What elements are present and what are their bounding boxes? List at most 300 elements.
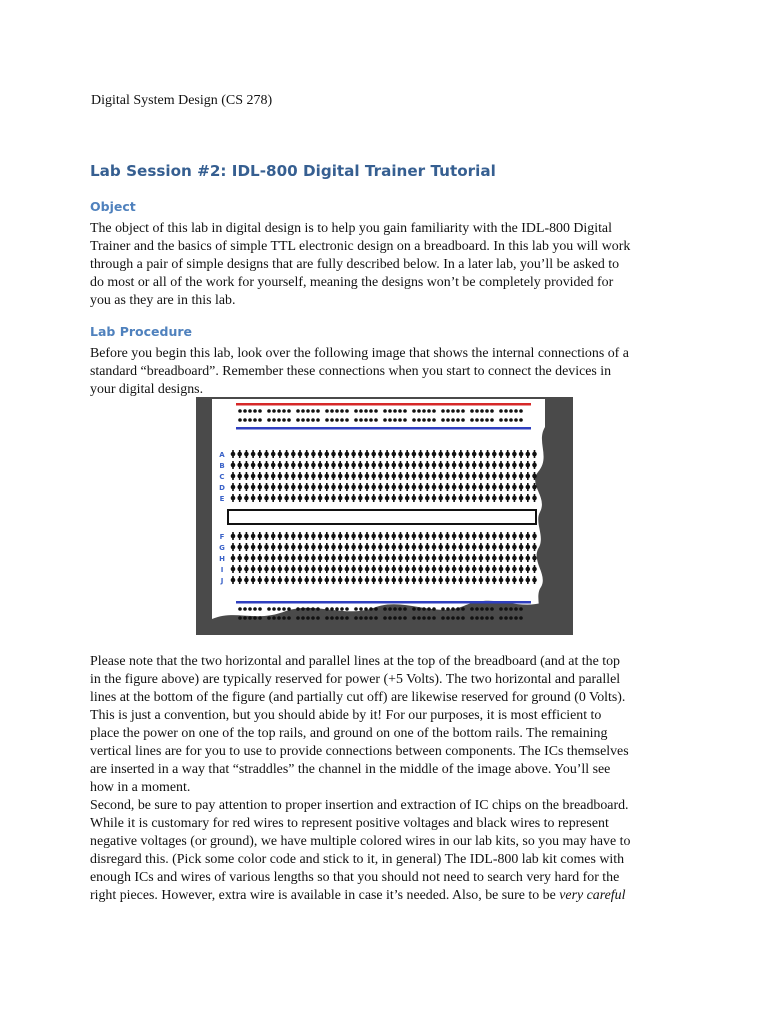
breadboard-hole xyxy=(445,485,450,490)
breadboard-hole xyxy=(412,418,416,422)
breadboard-hole xyxy=(311,545,316,550)
breadboard-hole xyxy=(351,545,356,550)
breadboard-hole xyxy=(291,452,296,457)
breadboard-hole xyxy=(459,567,464,572)
breadboard-hole xyxy=(512,556,517,561)
breadboard-hole xyxy=(345,418,349,422)
breadboard-hole xyxy=(456,616,460,620)
breadboard-hole xyxy=(412,496,417,501)
breadboard-hole xyxy=(325,567,330,572)
breadboard-hole xyxy=(258,567,263,572)
breadboard-hole xyxy=(385,452,390,457)
breadboard-hole xyxy=(365,452,370,457)
breadboard-hole xyxy=(282,616,286,620)
breadboard-hole xyxy=(278,556,283,561)
breadboard-hole xyxy=(452,578,457,583)
breadboard-hole xyxy=(338,496,343,501)
breadboard-hole xyxy=(499,578,504,583)
breadboard-hole xyxy=(418,545,423,550)
breadboard-hole xyxy=(465,474,470,479)
breadboard-hole xyxy=(480,409,484,413)
breadboard-hole xyxy=(519,409,523,413)
breadboard-hole xyxy=(514,616,518,620)
breadboard-hole xyxy=(427,607,431,611)
breadboard-hole xyxy=(316,607,320,611)
breadboard-hole xyxy=(244,567,249,572)
breadboard-hole xyxy=(398,409,402,413)
breadboard-hole xyxy=(243,607,247,611)
breadboard-hole xyxy=(304,452,309,457)
breadboard-hole xyxy=(351,556,356,561)
row-label: A xyxy=(219,451,225,459)
breadboard-hole xyxy=(422,616,426,620)
breadboard-hole xyxy=(432,474,437,479)
breadboard-hole xyxy=(412,474,417,479)
breadboard-hole xyxy=(301,409,305,413)
breadboard-hole xyxy=(351,485,356,490)
breadboard-hole xyxy=(427,409,431,413)
breadboard-hole xyxy=(509,409,513,413)
breadboard-hole xyxy=(480,418,484,422)
breadboard-hole xyxy=(514,409,518,413)
breadboard-hole xyxy=(371,534,376,539)
breadboard-hole xyxy=(311,496,316,501)
breadboard-hole xyxy=(291,534,296,539)
row-label: D xyxy=(219,484,225,492)
breadboard-hole xyxy=(298,578,303,583)
breadboard-hole xyxy=(311,418,315,422)
breadboard-hole xyxy=(388,616,392,620)
breadboard-hole xyxy=(272,616,276,620)
breadboard-hole xyxy=(271,556,276,561)
breadboard-hole xyxy=(499,616,503,620)
breadboard-hole xyxy=(358,556,363,561)
breadboard-hole xyxy=(258,578,263,583)
breadboard-hole xyxy=(432,534,437,539)
breadboard-hole xyxy=(345,616,349,620)
breadboard-hole xyxy=(318,578,323,583)
breadboard-hole xyxy=(311,578,316,583)
breadboard-hole xyxy=(459,474,464,479)
breadboard-hole xyxy=(425,463,430,468)
breadboard-hole xyxy=(505,485,510,490)
text-line: negative voltages (or ground), we have multiple colored wires in our lab kits, so you may have to xyxy=(90,834,631,849)
breadboard-hole xyxy=(432,567,437,572)
breadboard-hole xyxy=(445,567,450,572)
breadboard-hole xyxy=(425,452,430,457)
breadboard-hole xyxy=(298,463,303,468)
breadboard-hole xyxy=(459,545,464,550)
breadboard-hole xyxy=(532,496,537,501)
breadboard-hole xyxy=(351,474,356,479)
breadboard-hole xyxy=(338,474,343,479)
breadboard-hole xyxy=(304,485,309,490)
breadboard-hole xyxy=(331,463,336,468)
breadboard-hole xyxy=(398,452,403,457)
breadboard-hole xyxy=(532,452,537,457)
breadboard-hole xyxy=(438,474,443,479)
breadboard-hole xyxy=(244,485,249,490)
breadboard-hole xyxy=(354,616,358,620)
breadboard-hole xyxy=(291,556,296,561)
row-label: H xyxy=(219,555,225,563)
breadboard-hole xyxy=(509,616,513,620)
breadboard-hole xyxy=(231,578,236,583)
breadboard-hole xyxy=(318,534,323,539)
breadboard-hole xyxy=(451,418,455,422)
breadboard-hole xyxy=(345,409,349,413)
breadboard-hole xyxy=(441,607,445,611)
breadboard-diagram xyxy=(196,397,573,635)
breadboard-hole xyxy=(371,567,376,572)
breadboard-hole xyxy=(480,616,484,620)
breadboard-hole xyxy=(485,607,489,611)
breadboard-hole xyxy=(465,534,470,539)
breadboard-hole xyxy=(505,452,510,457)
breadboard-hole xyxy=(231,474,236,479)
breadboard-hole xyxy=(472,545,477,550)
breadboard-hole xyxy=(393,418,397,422)
breadboard-hole xyxy=(311,485,316,490)
breadboard-hole xyxy=(264,578,269,583)
breadboard-hole xyxy=(385,545,390,550)
breadboard-hole xyxy=(243,418,247,422)
breadboard-hole xyxy=(465,567,470,572)
breadboard-hole xyxy=(340,418,344,422)
breadboard-hole xyxy=(335,616,339,620)
breadboard-hole xyxy=(505,534,510,539)
breadboard-hole xyxy=(479,578,484,583)
breadboard-hole xyxy=(244,545,249,550)
breadboard-hole xyxy=(296,409,300,413)
breadboard-hole xyxy=(418,534,423,539)
breadboard-hole xyxy=(298,496,303,501)
text-line: place the power on one of the top rails, and ground on one of the bottom rails. The remaining xyxy=(90,726,608,741)
text-line: Before you begin this lab, look over the following image that shows the internal connections of a xyxy=(90,346,629,361)
breadboard-hole xyxy=(358,452,363,457)
breadboard-hole xyxy=(298,485,303,490)
breadboard-hole xyxy=(248,607,252,611)
breadboard-hole xyxy=(264,545,269,550)
row-label: C xyxy=(219,473,225,481)
breadboard-hole xyxy=(499,463,504,468)
breadboard-hole xyxy=(392,474,397,479)
breadboard-hole xyxy=(492,534,497,539)
breadboard-hole xyxy=(371,545,376,550)
breadboard-hole xyxy=(331,578,336,583)
object-paragraph xyxy=(90,220,690,310)
breadboard-hole xyxy=(475,409,479,413)
breadboard-hole xyxy=(383,607,387,611)
breadboard-hole xyxy=(243,409,247,413)
breadboard-hole xyxy=(470,409,474,413)
breadboard-hole xyxy=(392,556,397,561)
breadboard-hole xyxy=(465,556,470,561)
procedure-body-paragraph xyxy=(90,653,690,905)
text-line: While it is customary for red wires to represent positive voltages and black wires to represent xyxy=(90,816,609,831)
breadboard-hole xyxy=(485,418,489,422)
text-line: standard “breadboard”. Remember these connections when you start to connect the devices in xyxy=(90,364,612,379)
breadboard-hole xyxy=(253,607,257,611)
breadboard-hole xyxy=(383,616,387,620)
breadboard-hole xyxy=(432,463,437,468)
breadboard-hole xyxy=(392,485,397,490)
text-line: vertical lines are for you to use to provide connections between components. The ICs themselves xyxy=(90,744,629,759)
breadboard-hole xyxy=(251,534,256,539)
row-label: F xyxy=(219,533,225,541)
breadboard-hole xyxy=(465,578,470,583)
breadboard-hole xyxy=(479,463,484,468)
breadboard-hole xyxy=(526,496,531,501)
breadboard-hole xyxy=(331,545,336,550)
breadboard-hole xyxy=(451,409,455,413)
breadboard-hole xyxy=(412,616,416,620)
text-line: The object of this lab in digital design is to help you gain familiarity with the IDL-800 Digital xyxy=(90,221,612,236)
breadboard-hole xyxy=(306,616,310,620)
breadboard-hole xyxy=(359,418,363,422)
breadboard-hole xyxy=(345,567,350,572)
breadboard-hole xyxy=(365,485,370,490)
breadboard-hole xyxy=(318,545,323,550)
breadboard-hole xyxy=(264,567,269,572)
breadboard-hole xyxy=(452,452,457,457)
breadboard-hole xyxy=(470,607,474,611)
breadboard-hole xyxy=(311,409,315,413)
breadboard-hole xyxy=(378,556,383,561)
breadboard-hole xyxy=(365,496,370,501)
breadboard-hole xyxy=(438,463,443,468)
breadboard-hole xyxy=(365,463,370,468)
breadboard-hole xyxy=(258,556,263,561)
breadboard-hole xyxy=(472,567,477,572)
breadboard-hole xyxy=(519,534,524,539)
breadboard-hole xyxy=(251,463,256,468)
breadboard-hole xyxy=(509,418,513,422)
ground-rail-line xyxy=(236,601,531,604)
breadboard-hole xyxy=(371,578,376,583)
breadboard-hole xyxy=(248,616,252,620)
breadboard-hole xyxy=(311,534,316,539)
breadboard-hole xyxy=(480,607,484,611)
breadboard-hole xyxy=(364,616,368,620)
breadboard-hole xyxy=(526,567,531,572)
breadboard-hole xyxy=(465,485,470,490)
breadboard-hole xyxy=(532,545,537,550)
breadboard-hole xyxy=(258,485,263,490)
breadboard-hole xyxy=(351,496,356,501)
breadboard-hole xyxy=(385,567,390,572)
breadboard-hole xyxy=(405,452,410,457)
breadboard-hole xyxy=(271,567,276,572)
breadboard-hole xyxy=(338,545,343,550)
breadboard-hole xyxy=(392,452,397,457)
breadboard-hole xyxy=(284,452,289,457)
breadboard-hole xyxy=(282,409,286,413)
breadboard-hole xyxy=(505,474,510,479)
breadboard-hole xyxy=(452,463,457,468)
breadboard-hole xyxy=(422,409,426,413)
breadboard-hole xyxy=(485,452,490,457)
breadboard-hole xyxy=(284,463,289,468)
breadboard-hole xyxy=(296,418,300,422)
breadboard-hole xyxy=(519,474,524,479)
breadboard-hole xyxy=(359,607,363,611)
breadboard-hole xyxy=(412,485,417,490)
procedure-intro-paragraph xyxy=(90,345,690,399)
breadboard-hole xyxy=(231,496,236,501)
breadboard-hole xyxy=(296,607,300,611)
breadboard-hole xyxy=(271,463,276,468)
breadboard-hole xyxy=(418,496,423,501)
breadboard-hole xyxy=(325,578,330,583)
breadboard-hole xyxy=(251,485,256,490)
breadboard-hole xyxy=(418,578,423,583)
breadboard-hole xyxy=(479,545,484,550)
breadboard-hole xyxy=(306,418,310,422)
breadboard-hole xyxy=(325,616,329,620)
breadboard-hole xyxy=(251,474,256,479)
breadboard-hole xyxy=(398,607,402,611)
breadboard-hole xyxy=(318,452,323,457)
breadboard-hole xyxy=(398,496,403,501)
breadboard-hole xyxy=(446,418,450,422)
breadboard-hole xyxy=(311,474,316,479)
text-line: in the figure above) are typically reserved for power (+5 Volts). The two horizontal and parallel xyxy=(90,672,621,687)
row-label: B xyxy=(219,462,225,470)
breadboard-hole xyxy=(519,578,524,583)
breadboard-hole xyxy=(490,409,494,413)
breadboard-hole xyxy=(331,452,336,457)
breadboard-hole xyxy=(526,578,531,583)
breadboard-hole xyxy=(238,607,242,611)
breadboard-hole xyxy=(306,607,310,611)
breadboard-hole xyxy=(298,534,303,539)
breadboard-hole xyxy=(345,578,350,583)
breadboard-hole xyxy=(258,607,262,611)
breadboard-hole xyxy=(311,567,316,572)
breadboard-hole xyxy=(284,496,289,501)
breadboard-hole xyxy=(512,496,517,501)
text-line: disregard this. (Pick some color code and stick to it, in general) The IDL-800 lab kit comes with xyxy=(90,852,625,867)
breadboard-hole xyxy=(405,578,410,583)
text-line: you as they are in this lab. xyxy=(90,293,236,308)
breadboard-hole xyxy=(432,556,437,561)
row-label: I xyxy=(220,566,224,574)
breadboard-hole xyxy=(271,496,276,501)
breadboard-hole xyxy=(374,409,378,413)
breadboard-hole xyxy=(358,534,363,539)
breadboard-hole xyxy=(231,452,236,457)
breadboard-hole xyxy=(445,545,450,550)
breadboard-hole xyxy=(371,452,376,457)
breadboard-hole xyxy=(287,616,291,620)
breadboard-hole xyxy=(231,556,236,561)
breadboard-hole xyxy=(304,474,309,479)
breadboard-hole xyxy=(365,556,370,561)
text-line: through a pair of simple designs that are fully described below. In a later lab, you’ll be asked to xyxy=(90,257,620,272)
breadboard-hole xyxy=(306,409,310,413)
breadboard-hole xyxy=(298,567,303,572)
breadboard-hole xyxy=(244,578,249,583)
breadboard-hole xyxy=(532,556,537,561)
breadboard-hole xyxy=(514,607,518,611)
breadboard-hole xyxy=(418,452,423,457)
breadboard-hole xyxy=(316,616,320,620)
breadboard-hole xyxy=(231,545,236,550)
breadboard-hole xyxy=(243,616,247,620)
breadboard-hole xyxy=(392,534,397,539)
breadboard-hole xyxy=(365,578,370,583)
breadboard-hole xyxy=(432,418,436,422)
breadboard-hole xyxy=(351,452,356,457)
breadboard-hole xyxy=(398,463,403,468)
breadboard-hole xyxy=(445,578,450,583)
breadboard-hole xyxy=(244,474,249,479)
breadboard-hole xyxy=(284,545,289,550)
breadboard-hole xyxy=(291,567,296,572)
breadboard-hole xyxy=(432,452,437,457)
breadboard-hole xyxy=(519,418,523,422)
breadboard-hole xyxy=(251,452,256,457)
breadboard-hole xyxy=(231,463,236,468)
breadboard-hole xyxy=(445,452,450,457)
breadboard-hole xyxy=(351,567,356,572)
breadboard-hole xyxy=(438,567,443,572)
course-header: Digital System Design (CS 278) xyxy=(91,93,273,108)
breadboard-hole xyxy=(345,452,350,457)
breadboard-hole xyxy=(479,534,484,539)
breadboard-hole xyxy=(465,452,470,457)
text-line: Second, be sure to pay attention to proper insertion and extraction of IC chips on the breadboard. xyxy=(90,798,629,813)
breadboard-hole xyxy=(340,607,344,611)
breadboard-hole xyxy=(505,545,510,550)
breadboard-hole xyxy=(358,578,363,583)
breadboard-hole xyxy=(385,556,390,561)
breadboard-hole xyxy=(248,418,252,422)
breadboard-hole xyxy=(365,534,370,539)
breadboard-hole xyxy=(277,616,281,620)
breadboard-hole xyxy=(258,409,262,413)
breadboard-hole xyxy=(316,418,320,422)
breadboard-hole xyxy=(282,418,286,422)
breadboard-hole xyxy=(432,496,437,501)
breadboard-hole xyxy=(492,567,497,572)
breadboard-hole xyxy=(512,534,517,539)
breadboard-hole xyxy=(485,578,490,583)
breadboard-hole xyxy=(378,463,383,468)
breadboard-hole xyxy=(287,409,291,413)
breadboard-hole xyxy=(492,474,497,479)
text-line: Trainer and the basics of simple TTL electronic design on a breadboard. In this lab you will work xyxy=(90,239,631,254)
breadboard-hole xyxy=(237,545,242,550)
breadboard-hole xyxy=(519,567,524,572)
breadboard-hole xyxy=(412,409,416,413)
breadboard-hole xyxy=(277,418,281,422)
breadboard-hole xyxy=(338,452,343,457)
breadboard-hole xyxy=(369,607,373,611)
breadboard-hole xyxy=(405,545,410,550)
text-line: lines at the bottom of the figure (and partially cut off) are likewise reserved for ground (0 Volts). xyxy=(90,690,626,705)
breadboard-hole xyxy=(452,556,457,561)
breadboard-hole xyxy=(405,463,410,468)
breadboard-hole xyxy=(371,474,376,479)
breadboard-hole xyxy=(532,485,537,490)
breadboard-hole xyxy=(405,474,410,479)
breadboard-hole xyxy=(244,463,249,468)
breadboard-hole xyxy=(301,607,305,611)
breadboard-hole xyxy=(465,545,470,550)
breadboard-hole xyxy=(492,452,497,457)
